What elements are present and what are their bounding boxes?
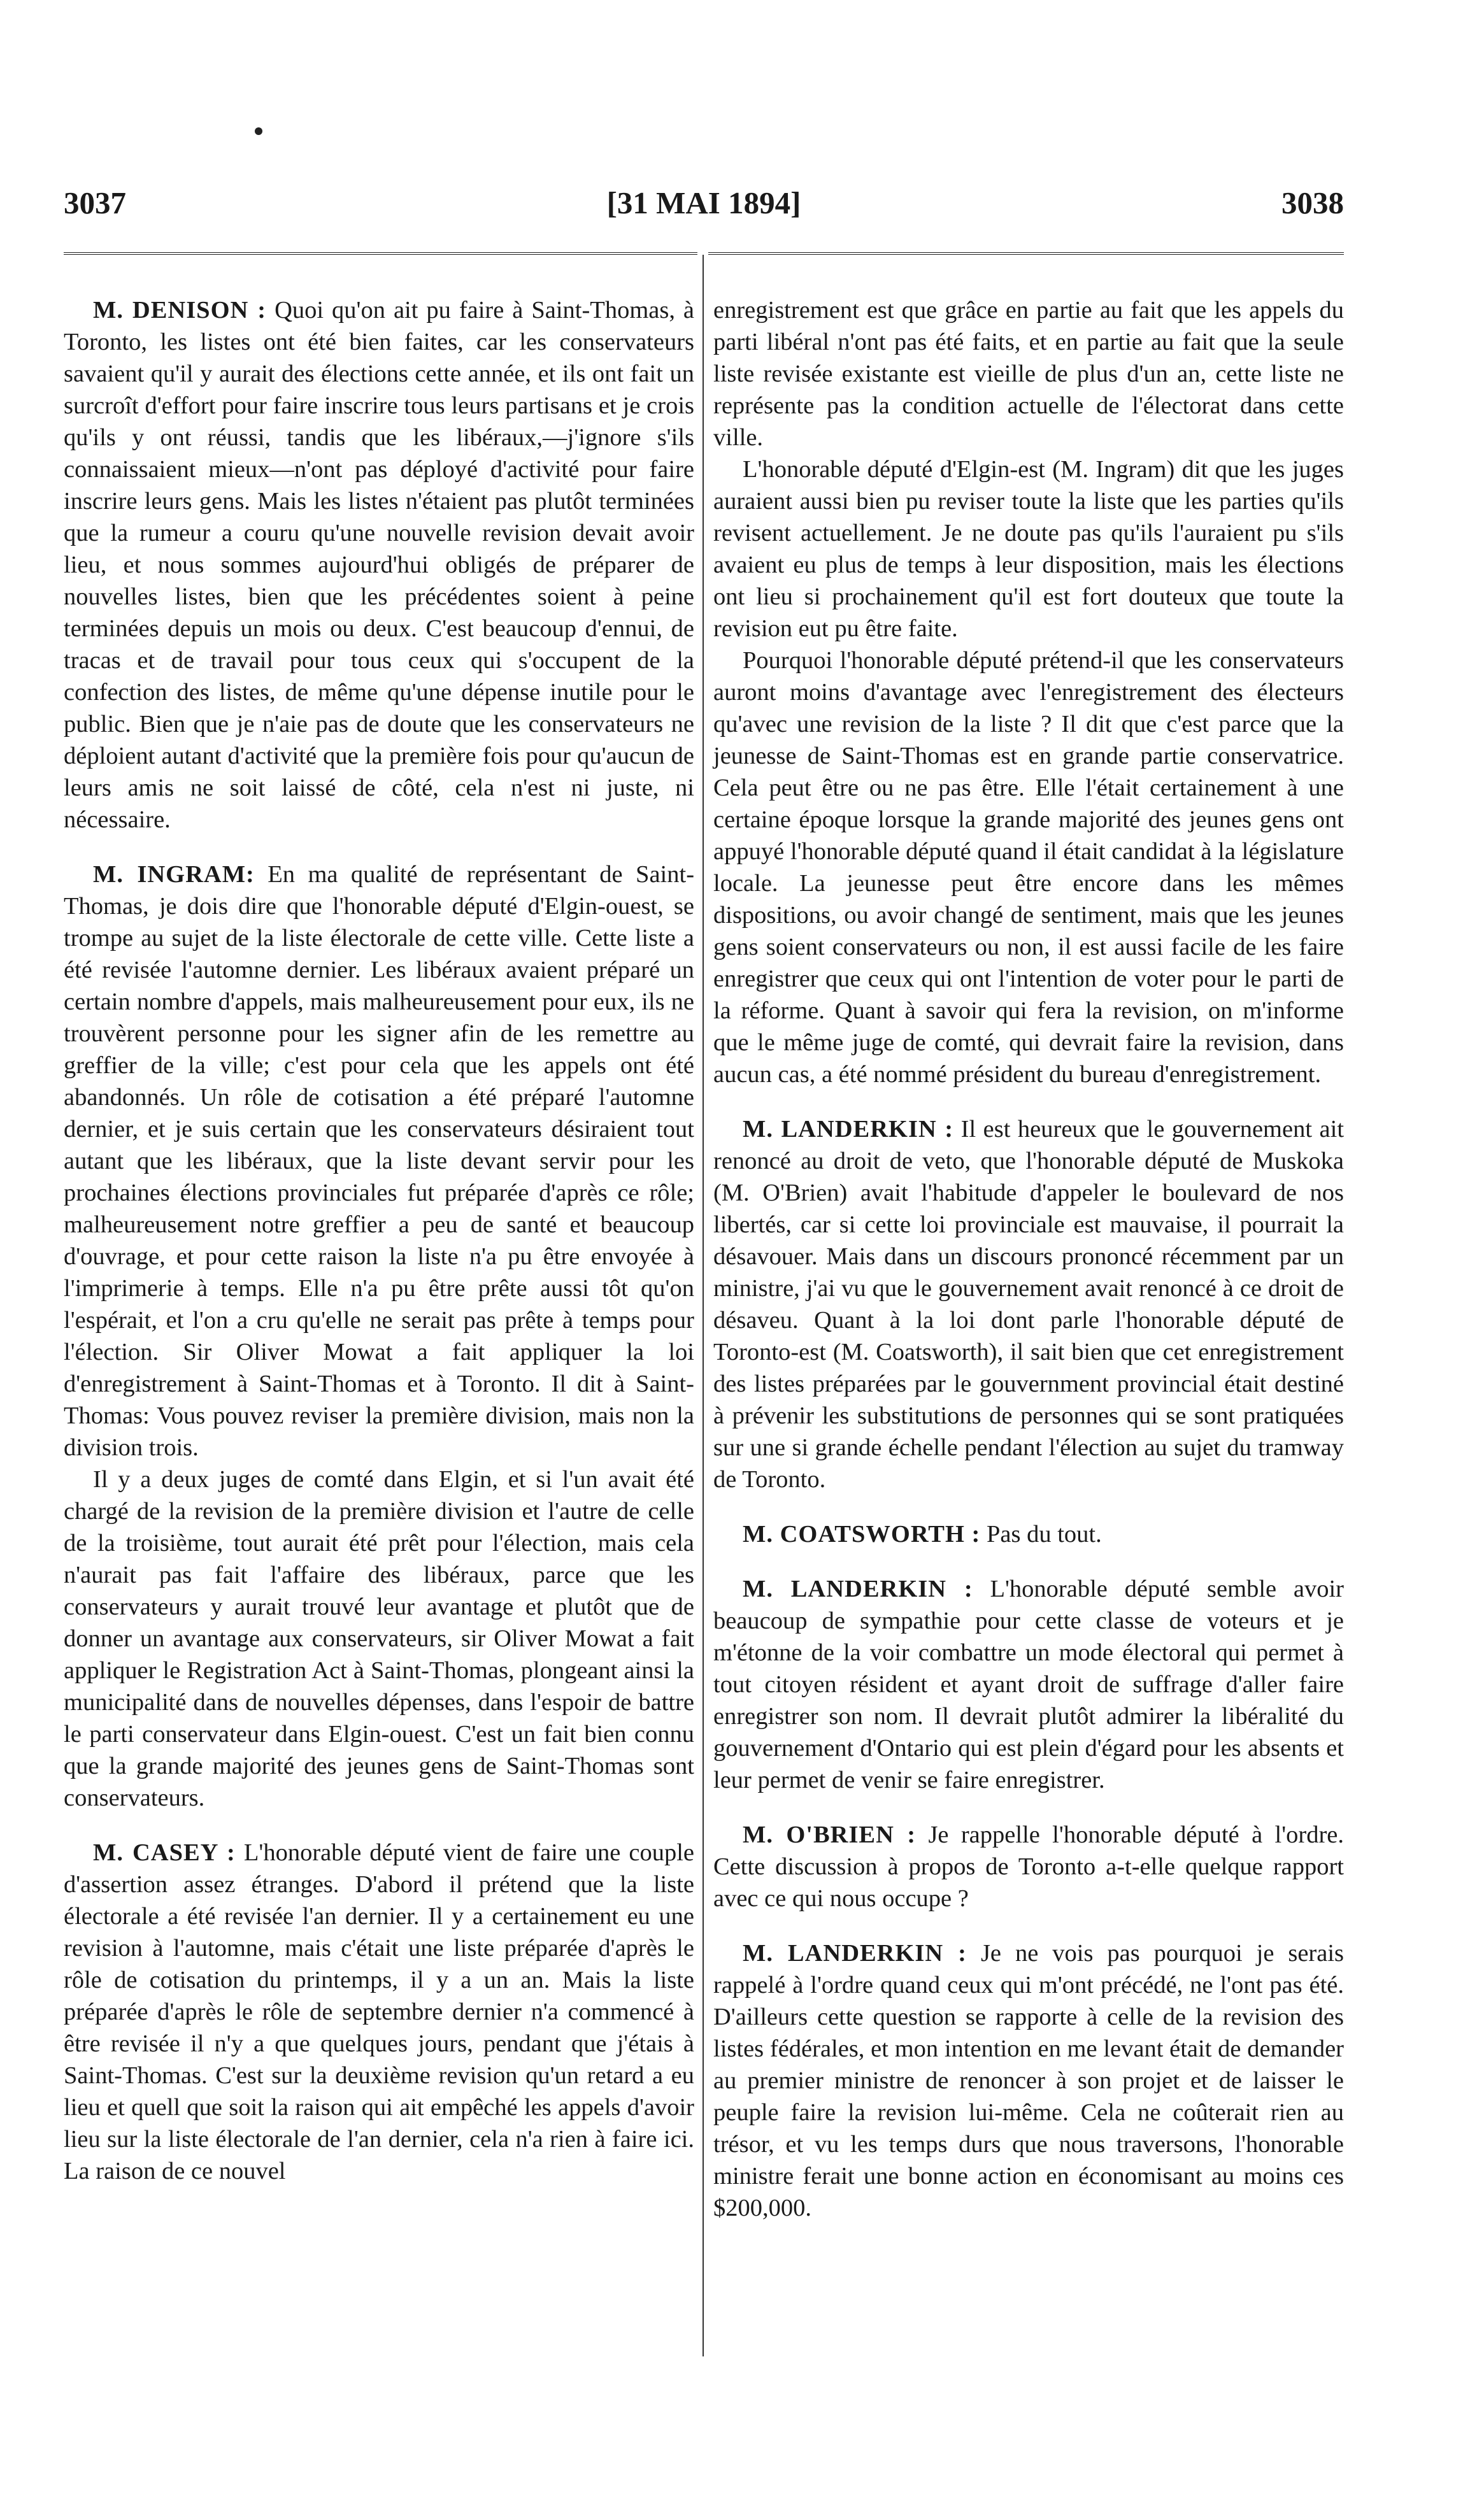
paragraph	[713, 1518, 1344, 1550]
paragraph-text: Il est heureux que le gouvernement ait renoncé au droit de veto, que l'honorable député de Muskoka (M. O'Brien) avait l'habitude d'appeler le boulevard de nos libertés, car si cette loi provinciale est mauvaise, il pourrait la désavouer. Mais dans un discours prononcé récemment par un ministre, j'ai vu que le gouvernement avait renoncé à ce droit de désaveu. Quant à la loi dont parle l'honorable député de Toronto-est (M. Coatsworth), il sait bien que cet enregistrement des listes préparées par le gouvernment provincial était destiné à prévenir les substitutions de personnes qui se sont pratiquées sur une si grande échelle pendant l'élection au sujet du tramway de Toronto.	[713, 1116, 1345, 1493]
paragraph	[713, 453, 1344, 645]
paragraph	[713, 1819, 1344, 1914]
right-column	[713, 294, 1344, 2224]
paragraph-text: Pourquoi l'honorable député prétend-il que les conservateurs auront moins d'avantage avec l'enregistrement des électeurs qu'avec une revision de la liste ? Il dit que c'est parce que la jeunesse de Saint-Thomas est en grande partie conservatrice. Cela peut être ou ne pas être. Elle l'était certainement à une certaine époque lorsque la grande majorité des jeunes gens ont appuyé l'honorable député quand il était candidat à la législature locale. La jeunesse peut être encore dans les mêmes dispositions, ou avoir changé de sentiment, mais que les jeunes gens soient conservateurs ou non, il est aussi facile de les faire enregistrer que ceux qui ont l'intention de voter pour le parti de la réforme. Quant à savoir qui fera la revision, on m'informe que le même juge de comté, qui devrait faire la revision, dans aucun cas, a été nommé président du bureau d'enregistrement.	[713, 647, 1344, 1088]
paragraph	[713, 294, 1344, 453]
paragraph-text: Quoi qu'on ait pu faire à Saint-Thomas, à Toronto, les listes ont été bien faites, car les conservateurs savaient qu'il y aurait des élections cette année, et ils ont fait un surcroît d'effort pour faire inscrire tous leurs partisans et je crois qu'ils y ont réussi, tandis que les libéraux,—j'ignore s'ils connaissaient mieux—n'ont pas déployé d'activité pour faire inscrire leurs gens. Mais les listes n'étaient pas plutôt terminées que la rumeur a couru qu'une nouvelle revision devait avoir lieu, et nous sommes aujourd'hui obligés de préparer de nouvelles listes, bien que les précédentes soient à peine terminées depuis un mois ou deux. C'est beaucoup d'ennui, de tracas et de travail pour tous ceux qui s'occupent de la confection des listes, de même qu'une dépense inutile pour le public. Bien que je n'aie pas de doute que les conservateurs ne déploient autant d'activité que la première fois pour qu'aucun de leurs amis ne soit laissé de côté, cela n'est ni juste, ni nécessaire.	[64, 297, 695, 833]
paragraph	[64, 294, 694, 836]
paragraph-text: L'honorable député vient de faire une couple d'assertion assez étranges. D'abord il prétend que la liste électorale a été revisée l'an dernier. Il y a certainement eu une revision à l'automne, mais c'était une liste préparée d'après le rôle de cotisation du printemps, il y a un an. Mais la liste préparée d'après le rôle de septembre dernier n'a commencé à être revisée il n'y a que quelques jours, pendant que j'étais à Saint-Thomas. C'est sur la deuxième revision qu'un retard a eu lieu et quell que soit la raison qui ait empêché les appels d'avoir lieu sur la liste électorale de l'an dernier, cela n'a rien à faire ici. La raison de ce nouvel	[64, 1839, 694, 2184]
paragraph	[64, 859, 694, 1464]
paragraph-text: Je ne vois pas pourquoi je serais rappelé à l'ordre quand ceux qui m'ont précédé, ne l'ont pas été. D'ailleurs cette question se rapporte à celle de la revision des listes fédérales, et mon intention en me levant était de demander au premier ministre de renoncer à son projet et de laisser le peuple faire la revision lui-même. Cela ne coûterait rien au trésor, et vu les temps durs que nous traversons, l'honorable ministre ferait une bonne action en économisant au moins ces $200,000.	[713, 1940, 1345, 2221]
paragraph-text: L'honorable député semble avoir beaucoup de sympathie pour cette classe de voteurs et je m'étonne de la voir combattre un mode électoral qui permet à tout citoyen résident et ayant droit de suffrage d'aller faire enregistrer son nom. Il devrait plutôt admirer la libéralité du gouvernement d'Ontario qui est plein d'égard pour les absents et leur permet de venir se faire enregistrer.	[713, 1576, 1345, 1793]
column-divider	[703, 255, 704, 2356]
page-date: [31 MAI 1894]	[606, 185, 801, 220]
speaker-name: M. LANDERKIN :	[743, 1940, 967, 1967]
paragraph-text: L'honorable député d'Elgin-est (M. Ingram) dit que les juges auraient aussi bien pu reviser toute la liste que les parties qu'ils revisent actuellement. Je ne doute pas qu'ils l'auraient pu s'ils avaient eu plus de temps à leur disposition, mais les élections ont lieu si prochainement qu'il est fort douteux que toute la revision eut pu être faite.	[713, 456, 1344, 642]
speaker-name: M. LANDERKIN :	[743, 1576, 973, 1602]
left-column	[64, 294, 694, 2187]
speaker-name: M. LANDERKIN :	[743, 1116, 954, 1143]
paragraph-text: Je rappelle l'honorable député à l'ordre. Cette discussion à propos de Toronto a-t-elle quelque rapport avec ce qui nous occupe ?	[713, 1821, 1345, 1912]
speaker-name: M. CASEY :	[93, 1839, 236, 1866]
paragraph-text: Pas du tout.	[986, 1521, 1102, 1548]
paragraph	[713, 1573, 1344, 1796]
speaker-name: M. O'BRIEN :	[743, 1821, 917, 1848]
paragraph-text: enregistrement est que grâce en partie au fait que les appels du parti libéral n'ont pas été faits, et en partie au fait que la seule liste revisée existante est vieille de plus d'un an, cette liste ne représente pas la condition actuelle de l'électorat dans cette ville.	[713, 297, 1344, 451]
header-rule-left	[64, 252, 697, 255]
paragraph	[713, 645, 1344, 1090]
paragraph	[713, 1113, 1344, 1495]
page-header	[64, 185, 1344, 229]
paragraph	[64, 1837, 694, 2187]
speaker-name: M. COATSWORTH :	[743, 1521, 981, 1548]
paragraph-text: En ma qualité de représentant de Saint-Thomas, je dois dire que l'honorable député d'Elgin-ouest, se trompe au sujet de la liste électorale de cette ville. Cette liste a été revisée l'automne dernier. Les libéraux avaient préparé un certain nombre d'appels, mais malheureusement pour eux, ils ne trouvèrent personne pour les signer afin de les remettre au greffier de la ville; c'est pour cela que les appels ont été abandonnés. Un rôle de cotisation a été préparé l'automne dernier, et je suis certain que les conservateurs désiraient tout autant que les libéraux, que la liste devant servir pour les prochaines élections provinciales fut préparée d'après ce rôle; malheureusement notre greffier a peu de santé et beaucoup d'ouvrage, et pour cette raison la liste n'a pu être envoyée à l'imprimerie à temps. Elle n'a pu être prête aussi tôt qu'on l'espérait, et l'on a cru qu'elle ne serait pas prête à temps pour l'élection. Sir Oliver Mowat a fait appliquer la loi d'enregistrement à Saint-Thomas et à Toronto. Il dit à Saint-Thomas: Vous pouvez reviser la première division, mais non la division trois.	[64, 861, 695, 1461]
paragraph	[64, 1464, 694, 1814]
speaker-name: M. INGRAM:	[93, 861, 255, 888]
paragraph-text: Il y a deux juges de comté dans Elgin, et si l'un avait été chargé de la revision de la première division et l'autre de celle de la troisième, tout aurait été prêt pour l'élection, mais cela n'aurait pas fait l'affaire des libéraux, parce que les conservateurs y aurait trouvé leur avantage et plutôt que de donner un avantage aux conservateurs, sir Oliver Mowat a fait appliquer le Registration Act à Saint-Thomas, plongeant ainsi la municipalité dans de nouvelles dépenses, dans l'espoir de battre le parti conservateur dans Elgin-ouest. C'est un fait bien connu que la grande majorité des jeunes gens de Saint-Thomas sont conservateurs.	[64, 1466, 694, 1811]
page-number-left: 3037	[64, 185, 126, 220]
speaker-name: M. DENISON :	[93, 297, 267, 324]
page-number-right: 3038	[1281, 185, 1344, 220]
print-speck	[255, 127, 262, 135]
header-rule-right	[708, 252, 1344, 255]
paragraph	[713, 1937, 1344, 2224]
